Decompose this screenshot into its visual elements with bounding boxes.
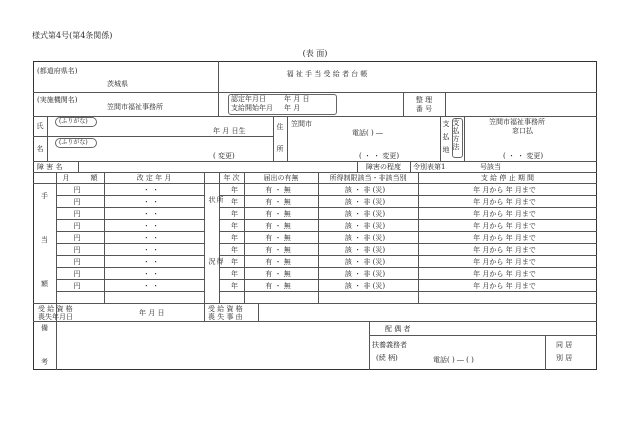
payment-office: 笠間市福祉事務所 [489,118,545,126]
rule [464,116,465,161]
year-cell: 年 [231,258,238,266]
suspension-period: 年 月から 年 月まで [473,258,536,266]
prefecture-value: 茨城県 [107,80,128,88]
revision-date: ・ ・ [142,222,160,230]
address-phone: 電話( ) ― [352,129,383,137]
supporter-phone: 電話( ) ― ( ) [433,356,474,364]
restriction-cell: 該 ・ 非 (災) [344,282,386,290]
revision-date: ・ ・ [142,186,160,194]
col-restriction: 所得制限該当・非該当別 [329,174,407,182]
rule [33,116,597,117]
rule [219,243,597,244]
col-suspension: 支 給 停 止 期 間 [480,174,535,182]
col-notification: 届出の有無 [263,174,299,182]
restriction-cell: 該 ・ 非 (災) [344,210,386,218]
rule [33,92,597,93]
name-change: ( 変更) [213,152,235,160]
amount-yen: 円 [73,186,81,194]
rule [219,255,597,256]
amount-yen: 円 [73,246,81,254]
rule [219,267,597,268]
furigana-label-2: (ふりがな) [59,139,88,146]
rule [56,255,204,256]
notes-label-2: 考 [41,358,48,366]
prefecture-label: (都道府県名) [37,67,78,75]
acquire-label: 受 給 資 格 [38,305,73,313]
amount-yen: 円 [73,270,81,278]
name-label-2: 名 [36,145,44,153]
restriction-cell: 該 ・ 非 (災) [344,222,386,230]
form-title: 福 祉 手 当 受 給 者 台 帳 [286,70,368,78]
address-label: 住 [276,123,284,131]
suspension-period: 年 月から 年 月まで [473,270,536,278]
acquire-label-2: 喪失年月日 [38,313,73,321]
agency-label: (実施機関名) [37,96,78,104]
restriction-cell: 該 ・ 非 (災) [344,186,386,194]
notification-cell: 有 ・ 無 [265,234,291,242]
rule [545,335,546,370]
notification-cell: 有 ・ 無 [265,210,291,218]
cert-date-label: 認定年月日 [231,95,266,103]
side-label: (表 面) [302,49,328,58]
agency-value: 笠間市福祉事務所 [107,103,163,111]
rule [56,321,57,370]
rule [410,161,411,172]
revision-date: ・ ・ [142,210,160,218]
payment-method-value: 窓口払 [512,127,533,135]
rule [369,321,370,370]
notification-cell: 有 ・ 無 [265,246,291,254]
rule [33,183,597,184]
payment-change: ( ・ ・ 変更) [503,152,544,160]
cert-start-value: 年 月 [284,104,301,112]
revision-date: ・ ・ [142,282,160,290]
rule [369,335,597,336]
rule [56,267,204,268]
revision-date: ・ ・ [142,198,160,206]
year-cell: 年 [231,186,238,194]
spouse-label: 配 偶 者 [385,325,411,333]
rule [219,219,597,220]
rule [287,116,288,161]
row-label-3: 額 [41,280,48,288]
payment-label: 支 [442,120,450,128]
year-cell: 年 [231,210,238,218]
rule [56,219,204,220]
revision-date: ・ ・ [142,234,160,242]
address-value: 笠間市 [291,120,312,128]
year-cell: 年 [231,270,238,278]
form-number: 様式第4号(第4条関係) [32,31,113,40]
year-cell: 年 [231,246,238,254]
rule [56,195,204,196]
rule [445,92,446,116]
payment-label-3: 地 [442,146,450,154]
rule [258,303,259,321]
rule [219,291,597,292]
amount-yen: 円 [73,210,81,218]
restriction-cell: 該 ・ 非 (災) [344,234,386,242]
amount-yen: 円 [73,198,81,206]
item-applicable: 号該当 [480,163,501,171]
notification-cell: 有 ・ 無 [265,198,291,206]
rule [56,231,204,232]
notification-cell: 有 ・ 無 [265,282,291,290]
loss-label: 受 給 資 格 [208,305,243,313]
rule [56,279,204,280]
rule [219,279,597,280]
revision-date: ・ ・ [142,270,160,278]
cert-date-value: 年 月 日 [284,95,310,103]
table-reference: 令別表第1 [413,163,446,171]
restriction-cell: 該 ・ 非 (災) [344,198,386,206]
rule [33,321,597,322]
rule [219,195,597,196]
col-year: 年 次 [223,174,240,182]
rule [33,303,597,304]
address-change: ( ・ ・ 変更) [359,152,400,160]
rule [33,136,273,137]
rule [56,207,204,208]
suspension-period: 年 月から 年 月まで [473,234,536,242]
amount-yen: 円 [73,258,81,266]
income-status-label: 所 得 状 況 [208,195,224,291]
cohabit-label: 同 居 [556,341,573,349]
furigana-label: (ふりがな) [59,118,88,125]
amount-yen: 円 [73,222,81,230]
rule [204,172,205,321]
suspension-period: 年 月から 年 月まで [473,198,536,206]
rule [33,161,597,162]
rule [219,231,597,232]
revision-date: ・ ・ [142,246,160,254]
year-cell: 年 [231,198,238,206]
rule [47,116,48,161]
disability-degree-label: 障害の程度 [366,163,401,171]
notification-cell: 有 ・ 無 [265,258,291,266]
disability-label: 障 害 名 [37,163,63,171]
row-label-1: 手 [41,192,48,200]
birth-date: 年 月 日生 [213,127,246,135]
restriction-cell: 該 ・ 非 (災) [344,258,386,266]
notification-cell: 有 ・ 無 [265,222,291,230]
rule [56,243,204,244]
acquire-date: 年 月 日 [139,309,165,317]
year-cell: 年 [231,234,238,242]
amount-yen: 円 [73,282,81,290]
col-revision: 改 定 年 月 [136,174,172,182]
amount-yen: 円 [73,234,81,242]
relation-label: (続 柄) [376,354,398,362]
notes-label: 備 [41,324,48,332]
rule [218,61,219,116]
rule [56,291,204,292]
rule [219,207,597,208]
suspension-period: 年 月から 年 月まで [473,210,536,218]
suspension-period: 年 月から 年 月まで [473,222,536,230]
suspension-period: 年 月から 年 月まで [473,246,536,254]
restriction-cell: 該 ・ 非 (災) [344,246,386,254]
year-cell: 年 [231,282,238,290]
col-month-amount: 月 額 [62,174,98,182]
notification-cell: 有 ・ 無 [265,186,291,194]
name-label: 氏 [36,122,44,130]
suspension-period: 年 月から 年 月まで [473,282,536,290]
registry-number-label: 整 理 [415,96,433,104]
supporter-label: 扶養義務者 [372,341,407,349]
notification-cell: 有 ・ 無 [265,270,291,278]
rule [33,172,597,173]
registry-number-label-2: 番 号 [415,105,433,113]
payment-method-label: 支払方法 [452,119,460,151]
row-label-2: 当 [41,236,48,244]
loss-label-2: 喪 失 事 由 [208,313,243,321]
year-cell: 年 [231,222,238,230]
suspension-period: 年 月から 年 月まで [473,186,536,194]
restriction-cell: 該 ・ 非 (災) [344,270,386,278]
rule [78,161,79,172]
separate-label: 別 居 [556,354,573,362]
cert-start-label: 支給開始年月 [231,104,273,112]
revision-date: ・ ・ [142,258,160,266]
address-label-2: 所 [276,145,284,153]
payment-label-2: 払 [442,133,450,141]
